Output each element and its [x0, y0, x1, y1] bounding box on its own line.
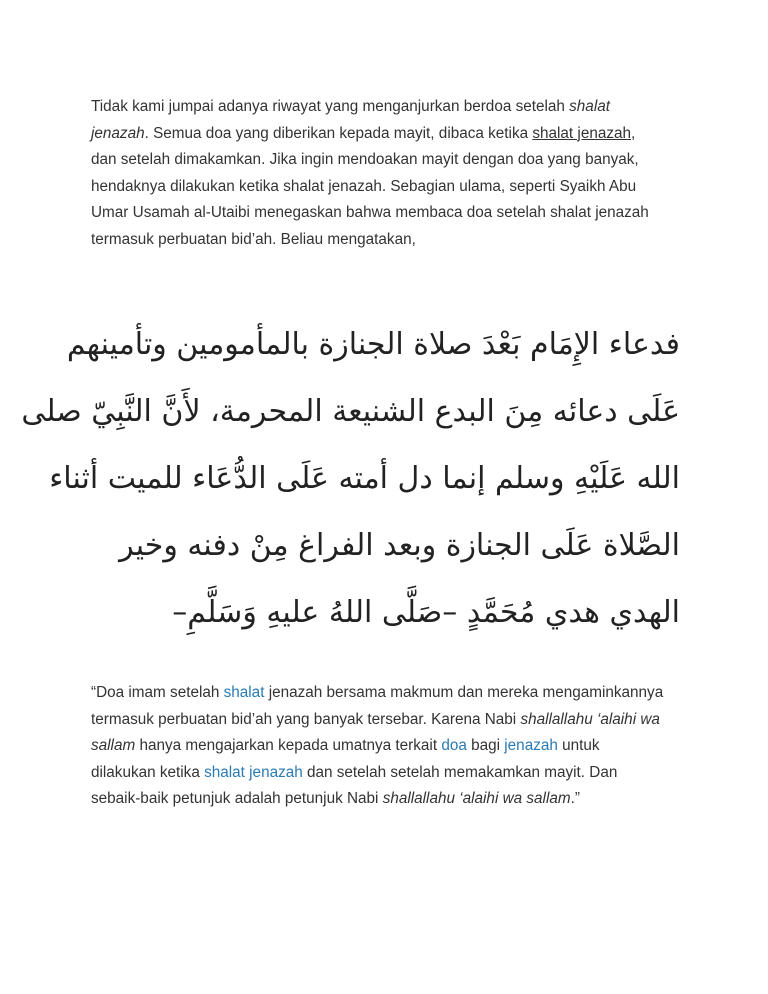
arabic-line: عَلَى دعائه مِنَ البدع الشنيعة المحرمة، لأَنَّ النَّبِيّ صلى [21, 394, 680, 429]
arabic-quote-block [21, 311, 680, 646]
arabic-line: فدعاء الإِمَام بَعْدَ صلاة الجنازة بالمأمومين وتأمينهم [66, 327, 680, 362]
arabic-line: الصَّلاة عَلَى الجنازة وبعد الفراغ مِنْ دفنه وخير [119, 528, 680, 563]
quote-text: “Doa imam setelah [91, 684, 224, 701]
quote-line-5 [91, 786, 691, 813]
intro-line-3: dan setelah dimakamkan. Jika ingin mendoakan mayit dengan doa yang banyak, [91, 151, 639, 168]
quote-text: jenazah bersama makmum dan mereka mengaminkannya [264, 684, 664, 701]
shalat-link[interactable]: shalat [223, 684, 265, 701]
quote-emphasis: shallallahu ‘alaihi wa [520, 710, 660, 728]
quote-text: termasuk perbuatan bid’ah yang banyak tersebar. Karena Nabi [91, 710, 521, 728]
intro-text: , [631, 124, 636, 142]
quote-text: .” [570, 790, 580, 807]
quote-text: hanya mengajarkan kepada umatnya terkait [135, 737, 442, 754]
quote-emphasis: sallam [91, 737, 136, 754]
intro-text: Tidak kami jumpai adanya riwayat yang menganjurkan berdoa setelah [91, 98, 570, 115]
intro-line-2 [91, 121, 691, 148]
intro-line-6: termasuk perbuatan bid’ah. Beliau mengatakan, [91, 230, 416, 248]
intro-line-4: hendaknya dilakukan ketika shalat jenazah. Sebagian ulama, seperti Syaikh Abu [91, 177, 637, 195]
translation-paragraph [91, 680, 691, 813]
quote-line-1 [91, 680, 691, 707]
quote-line-3 [91, 733, 691, 760]
arabic-line: الله عَلَيْهِ وسلم إنما دل أمته عَلَى الدُّعَاء للميت أثناء [49, 461, 680, 496]
quote-text: dan setelah setelah memakamkan mayit. Dan [302, 763, 618, 781]
intro-line-5: Umar Usamah al-Utaibi menegaskan bahwa membaca doa setelah shalat jenazah [91, 204, 649, 221]
quote-text: dilakukan ketika [91, 763, 205, 781]
intro-line-1 [91, 94, 691, 121]
intro-paragraph [91, 94, 691, 253]
quote-text: sebaik-baik petunjuk adalah petunjuk Nabi [91, 790, 383, 807]
intro-emphasis: jenazah [91, 124, 145, 142]
jenazah-link[interactable]: jenazah [504, 737, 558, 754]
shalat-jenazah-link[interactable]: shalat jenazah [204, 763, 303, 781]
quote-text: bagi [466, 737, 505, 754]
shalat-jenazah-link[interactable]: shalat jenazah [532, 124, 632, 142]
intro-text: . Semua doa yang diberikan kepada mayit, dibaca ketika [144, 124, 533, 142]
quote-text: untuk [557, 737, 600, 754]
quote-line-4 [91, 760, 691, 787]
intro-emphasis: shalat [569, 98, 610, 115]
doa-link[interactable]: doa [441, 737, 467, 754]
quote-emphasis: shallallahu ‘alaihi wa sallam [382, 790, 571, 807]
arabic-line: الهدي هدي مُحَمَّدٍ –صَلَّى اللهُ عليهِ وَسَلَّمِ– [172, 595, 680, 630]
quote-line-2 [91, 707, 691, 734]
